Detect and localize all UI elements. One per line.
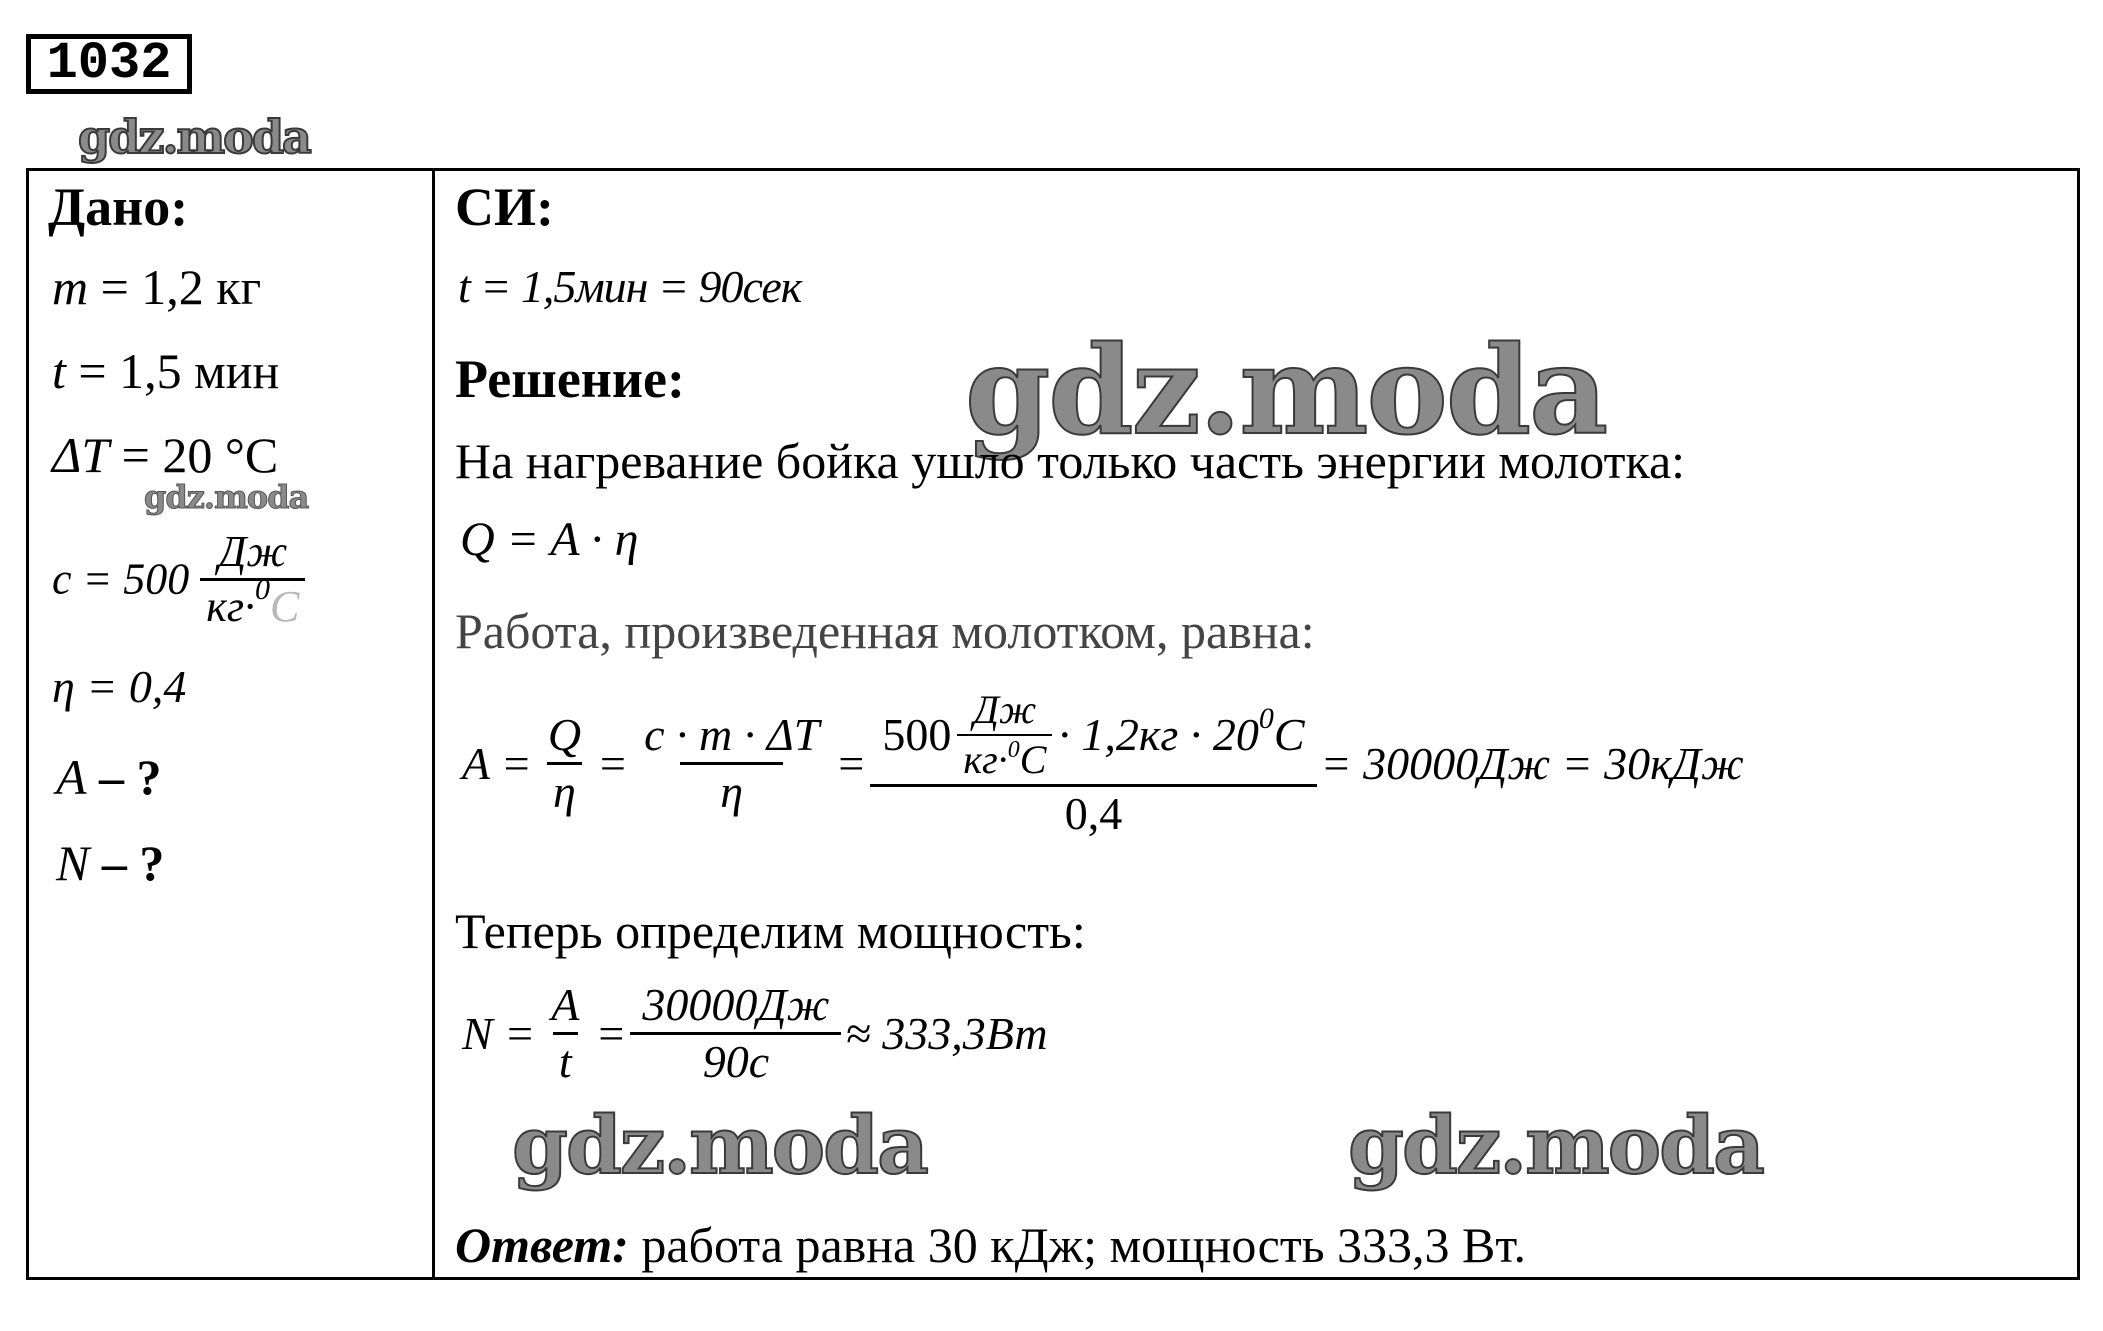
unit-denominator: кг·$^0$C xyxy=(200,578,305,629)
work-lhs: A = xyxy=(462,737,532,789)
mass-var: m xyxy=(52,259,89,315)
answer-text: работа равна 30 кДж; мощность 333,3 Вт. xyxy=(641,1217,1526,1273)
solution-heading: Решение: xyxy=(455,349,685,409)
watermark-bottom-left: gdz.moda xyxy=(512,1098,927,1192)
formula-work xyxy=(462,687,1744,839)
watermark-center: gdz.moda xyxy=(965,318,1607,462)
formula-power xyxy=(462,979,1048,1087)
find-work-var: A xyxy=(56,749,87,805)
answer xyxy=(455,1217,1526,1273)
work-eq-1: = xyxy=(597,737,629,789)
given-heat-capacity xyxy=(52,527,305,631)
watermark-top: gdz.moda xyxy=(78,110,310,164)
solution-line-1: На нагревание бойка ушло только часть энергии молотка: xyxy=(455,433,1686,489)
problem-number: 1032 xyxy=(26,34,192,94)
work-fraction-2: $\frac{c \cdot m \cdot \Delta T}{\eta}$ xyxy=(644,709,820,817)
work-fraction-1: $\frac{Q}{\eta}$ xyxy=(547,709,582,817)
time-var: t xyxy=(52,343,66,399)
inner-unit-fraction: $\frac{Дж}{кг\cdot^0C}$ xyxy=(957,690,1052,780)
column-divider xyxy=(432,168,435,1280)
unit-numerator: Дж xyxy=(218,527,288,576)
temp-value: = 20 °C xyxy=(121,427,279,483)
work-fraction-main: 500 $\frac{Дж}{кг\cdot^0C}$ · $1,2кг \cdot 20^0C$ 0,4 xyxy=(876,690,1310,837)
given-efficiency: η = 0,4 xyxy=(52,661,187,712)
watermark-given: gdz.moda xyxy=(144,478,309,516)
power-lhs: N = xyxy=(462,1007,536,1059)
given-temp xyxy=(52,427,279,483)
find-power-var: N xyxy=(56,835,90,891)
find-work xyxy=(56,749,162,805)
work-result: = 30000Дж = 30кДж xyxy=(1320,737,1744,789)
heat-capacity-unit xyxy=(200,527,305,631)
find-power xyxy=(56,835,165,891)
mass-value: = 1,2 кг xyxy=(100,259,262,315)
given-time xyxy=(52,343,280,399)
power-result: ≈ 333,3Вт xyxy=(845,1007,1048,1059)
heat-capacity-lhs: c = 500 xyxy=(52,554,190,604)
si-conversion: t = 1,5мин = 90сек xyxy=(458,261,802,312)
time-value: = 1,5 мин xyxy=(78,343,280,399)
solution-line-3: Теперь определим мощность: xyxy=(455,903,1086,959)
power-fraction-1: $\frac{A}{t}$ xyxy=(551,979,580,1087)
find-power-question: – ? xyxy=(101,835,165,891)
solution-line-2: Работа, произведенная молотком, равна: xyxy=(455,603,1315,659)
power-eq: = xyxy=(595,1007,627,1059)
given-heading: Дано: xyxy=(48,177,189,237)
given-mass xyxy=(52,259,262,315)
formula-heat: Q = A · η xyxy=(460,513,639,566)
find-work-question: – ? xyxy=(99,749,162,805)
watermark-bottom-right: gdz.moda xyxy=(1348,1098,1763,1192)
si-heading: СИ: xyxy=(455,177,554,237)
answer-label: Ответ: xyxy=(455,1217,629,1273)
work-eq-2: = xyxy=(835,737,867,789)
power-fraction-2: $\frac{30000Дж}{90с}$ xyxy=(636,982,835,1085)
temp-var: ΔT xyxy=(52,427,110,483)
